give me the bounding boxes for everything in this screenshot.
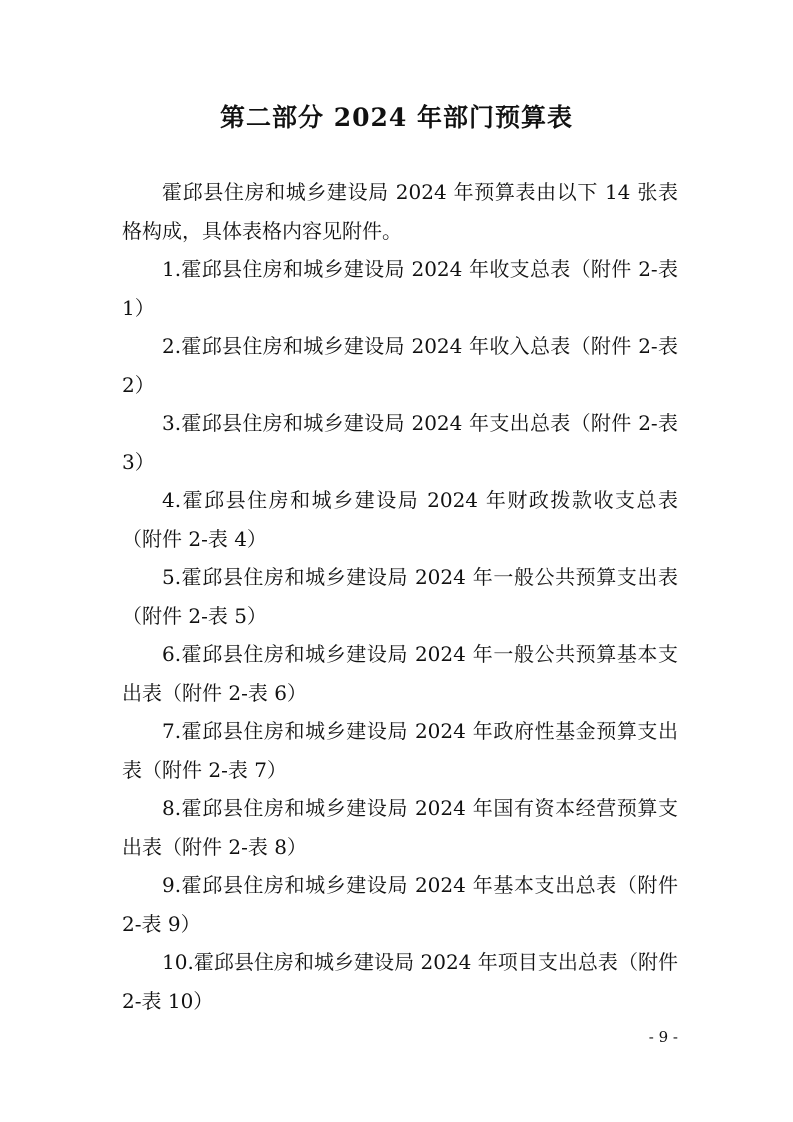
- list-item: 5.霍邱县住房和城乡建设局 2024 年一般公共预算支出表（附件 2-表 5）: [122, 565, 678, 628]
- intro-paragraph: 霍邱县住房和城乡建设局 2024 年预算表由以下 14 张表格构成，具体表格内容见附件。: [122, 180, 678, 243]
- list-item: 9.霍邱县住房和城乡建设局 2024 年基本支出总表（附件 2-表 9）: [122, 873, 678, 936]
- page-title: 第二部分 2024 年部门预算表: [220, 103, 573, 132]
- list-item: 4.霍邱县住房和城乡建设局 2024 年财政拨款收支总表（附件 2-表 4）: [122, 488, 678, 551]
- document-body: [122, 173, 678, 1020]
- page-number: - 9 -: [648, 1028, 678, 1046]
- list-item: 2.霍邱县住房和城乡建设局 2024 年收入总表（附件 2-表 2）: [122, 334, 678, 397]
- list-item: 10.霍邱县住房和城乡建设局 2024 年项目支出总表（附件 2-表 10）: [122, 950, 678, 1013]
- list-item: 6.霍邱县住房和城乡建设局 2024 年一般公共预算基本支出表（附件 2-表 6）: [122, 642, 678, 705]
- list-item: 8.霍邱县住房和城乡建设局 2024 年国有资本经营预算支出表（附件 2-表 8）: [122, 796, 678, 859]
- list-item: 7.霍邱县住房和城乡建设局 2024 年政府性基金预算支出表（附件 2-表 7）: [122, 719, 678, 782]
- list-item: 1.霍邱县住房和城乡建设局 2024 年收支总表（附件 2-表 1）: [122, 257, 678, 320]
- list-item: 3.霍邱县住房和城乡建设局 2024 年支出总表（附件 2-表 3）: [122, 411, 678, 474]
